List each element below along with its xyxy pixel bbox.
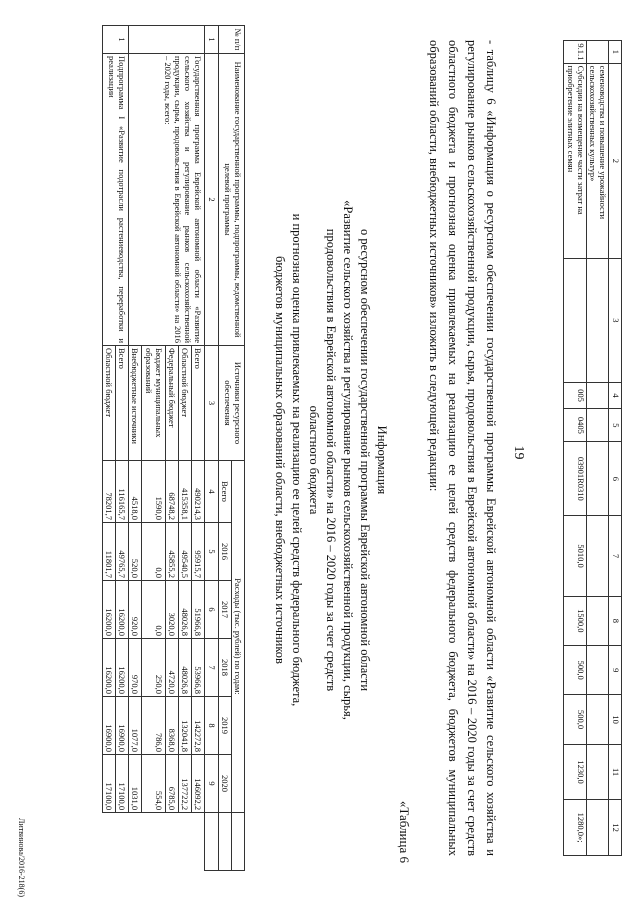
value: 16900,0 <box>102 697 115 755</box>
cell: 1500,0 <box>564 596 587 645</box>
table-row <box>564 41 587 856</box>
value: 3020,0 <box>165 581 178 639</box>
table-row <box>192 26 205 871</box>
value: 137722,2 <box>179 755 192 813</box>
cell: 1230,0 <box>564 744 587 800</box>
value: 49540,5 <box>179 523 192 581</box>
col-index: 12 <box>609 800 622 856</box>
value: 51966,8 <box>192 581 205 639</box>
header-year: 2016 <box>218 523 231 581</box>
cell: 0405 <box>564 409 587 442</box>
row-number: 1 <box>102 26 128 54</box>
title-line: продовольствия в Еврейской автономной области» на 2016 – 2020 годы за счет средств областного бюджета <box>307 228 338 692</box>
title-line: о ресурсном обеспечении государственной программы Еврейской автономной области <box>358 228 372 692</box>
subprogram-name: Подпрограмма I «Развитие подотрасли растениеводства, переработки и реализации <box>102 54 128 346</box>
col-index: 6 <box>205 581 218 639</box>
value: 11801,7 <box>102 523 115 581</box>
header-year: 2020 <box>218 755 231 813</box>
cell: 03901R0310 <box>564 442 587 516</box>
table-row <box>116 26 129 871</box>
footer-code: Литвинова/2016-218(6) <box>17 818 26 897</box>
cell: 500,0 <box>564 695 587 744</box>
source: Внебюджетные источники <box>129 346 142 461</box>
value: 786,0 <box>142 697 165 755</box>
cell: 5010,0 <box>564 516 587 596</box>
value: 1077,0 <box>129 697 142 755</box>
value: 48026,8 <box>179 639 192 697</box>
value: 16200,0 <box>102 581 115 639</box>
header-num: № п/п <box>218 26 244 54</box>
value: 48026,8 <box>179 581 192 639</box>
source: Всего <box>116 346 129 461</box>
table-reference: «Таблица 6 <box>397 800 412 863</box>
title-line: бюджетов муниципальных образований области, внебюджетных источников <box>273 256 287 664</box>
index-row <box>205 26 218 871</box>
header-year: 2018 <box>218 639 231 697</box>
value: 49765,7 <box>116 523 129 581</box>
value: 95915,7 <box>192 523 205 581</box>
header-row <box>231 26 244 871</box>
value: 132041,8 <box>179 697 192 755</box>
row-name: Субсидии на возмещение части затрат на приобретение элитных семян <box>564 63 587 259</box>
value: 116165,7 <box>116 461 129 523</box>
header-expenses: Расходы (тыс. рублей) по годам: <box>231 461 244 813</box>
row-name: семеноводства и повышение урожайности сельскохозяйственных культур» <box>586 63 609 259</box>
value: 68748,2 <box>165 461 178 523</box>
cell: 500,0 <box>564 646 587 695</box>
col-index: 7 <box>609 516 622 596</box>
source: Федеральный бюджет <box>165 346 178 461</box>
source: Областной бюджет <box>102 346 115 461</box>
value: 17100,0 <box>116 755 129 813</box>
value: 520,0 <box>129 523 142 581</box>
source: Бюджет муниципальных образований <box>142 346 165 461</box>
cell: 005 <box>564 382 587 409</box>
col-index: 4 <box>609 382 622 409</box>
page-number: 19 <box>511 445 526 460</box>
col-index: 4 <box>205 461 218 523</box>
col-index: 3 <box>609 259 622 382</box>
header-source: Источники ресурсного обеспечения <box>218 346 244 461</box>
cell: 1280,0»; <box>564 800 587 856</box>
value: 53966,8 <box>192 639 205 697</box>
value: 970,0 <box>129 639 142 697</box>
value: 16200,0 <box>116 639 129 697</box>
value: 45855,2 <box>165 523 178 581</box>
col-index: 5 <box>609 409 622 442</box>
value: 16200,0 <box>102 639 115 697</box>
value: 4720,0 <box>165 639 178 697</box>
amendment-paragraph: - таблицу 6 «Информация о ресурсном обеспечении государственной программы Еврейской автономной области «Развитие сельского хозяйства и регулирование рынков сельскохозяйственной продукции, сырья, продовольствия в Еврейской автономной области» на 2016 – 2020 годы за счет средств областного бюджета и прогнозная оценка привлекаемых на реализацию ее целей средств федерального бюджета, бюджетов муниципальных образований области, внебюджетных источников» изложить в следующей редакции: <box>427 40 498 856</box>
value: 0,0 <box>142 581 165 639</box>
header-total: Всего <box>218 461 231 523</box>
value: 554,0 <box>142 755 165 813</box>
value: 0,0 <box>142 523 165 581</box>
col-index: 9 <box>205 755 218 813</box>
value: 6785,0 <box>165 755 178 813</box>
value: 17100,0 <box>102 755 115 813</box>
value: 146092,2 <box>192 755 205 813</box>
col-index: 7 <box>205 639 218 697</box>
col-index: 9 <box>609 646 622 695</box>
header-year: 2019 <box>218 697 231 755</box>
row-number: 9.1.1 <box>564 41 587 64</box>
col-index: 2 <box>205 54 218 346</box>
title-line: «Развитие сельского хозяйства и регулирование рынков сельскохозяйственной продукции, сырья, <box>341 200 355 720</box>
value: 78201,7 <box>102 461 115 523</box>
col-index: 6 <box>609 442 622 516</box>
value: 142272,8 <box>192 697 205 755</box>
resource-table <box>102 25 245 871</box>
table-row <box>586 41 609 856</box>
continuation-table <box>563 40 622 856</box>
col-index: 1 <box>609 41 622 64</box>
col-index: 3 <box>205 346 218 461</box>
value: 4518,0 <box>129 461 142 523</box>
header-year: 2017 <box>218 581 231 639</box>
col-index: 10 <box>609 695 622 744</box>
value: 920,0 <box>129 581 142 639</box>
value: 1590,0 <box>142 461 165 523</box>
value: 1031,0 <box>129 755 142 813</box>
column-index-row <box>609 41 622 856</box>
value: 250,0 <box>142 639 165 697</box>
title-line: и прогнозная оценка привлекаемых на реализацию ее целей средств федерального бюджета, <box>290 213 304 707</box>
program-name: Государственная программа Еврейской автономной области «Развитие сельского хозяйства и регулирование рынков сельскохозяйственной продукции, сырья, продовольствия в Еврейской автономной области» на 2016 – 2020 годы, всего: <box>129 54 205 346</box>
value: 16200,0 <box>116 581 129 639</box>
value: 415358,1 <box>179 461 192 523</box>
value: 8368,0 <box>165 697 178 755</box>
col-index: 8 <box>205 697 218 755</box>
col-index: 2 <box>609 63 622 259</box>
col-index: 11 <box>609 744 622 800</box>
col-index: 8 <box>609 596 622 645</box>
header-name: Наименование государственной программы, подпрограммы, ведомственной целевой программы <box>218 54 244 346</box>
title-line: Информация <box>375 425 389 495</box>
source: Областной бюджет <box>179 346 192 461</box>
value: 490214,3 <box>192 461 205 523</box>
value: 16900,0 <box>116 697 129 755</box>
col-index: 1 <box>205 26 218 54</box>
source: Всего <box>192 346 205 461</box>
table-title <box>271 200 390 720</box>
col-index: 5 <box>205 523 218 581</box>
